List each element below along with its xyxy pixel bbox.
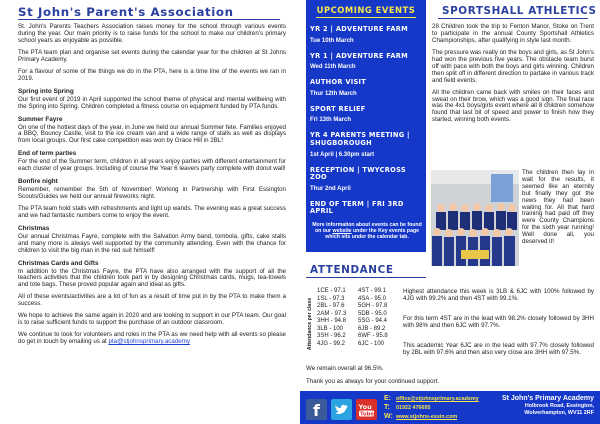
attendance-column-2 — [358, 288, 388, 348]
attendance-cell: 2AM - 97.3 — [317, 310, 347, 317]
attendance-title-text: ATTENDANCE — [310, 264, 394, 276]
sports-title-text: SPORTSHALL ATHLETICS — [442, 5, 597, 17]
parents-outro-2: We hope to achieve the same again in 2020 and are looking to support in our PTA team. Our goal is to raise sufficient funds to support the purchase of an outdoor classroom. — [18, 312, 286, 327]
attendance-cell: 6WF - 95.8 — [358, 333, 388, 339]
office-email-link[interactable]: office@stjohnsprimary.academy — [396, 396, 479, 402]
school-name: St John's Primary Academy — [501, 395, 594, 402]
event-item — [310, 26, 424, 45]
event-name: AUTHOR VISIT — [310, 78, 367, 87]
event-name: END OF TERM | FRI 3RD APRIL — [310, 199, 404, 216]
event-item — [310, 106, 424, 125]
event-item — [310, 53, 424, 72]
email-label: E: — [384, 395, 391, 402]
parents-outro-1: All of these events/activities are a lot of fun as a result of time put in by the PTA to make them a success. — [18, 293, 286, 308]
section-text-parties: For the end of the Summer term, children in all years enjoy parties with different entertainment for each cluster of year groups. Including of course the Year 6 leavers party complete with donut wall! — [18, 158, 286, 173]
attendance-weekly-text: Highest attendance this week is 3LB & 6JC with 100% followed by 4JG with 99.2% and then 4ST with 99.1%. — [403, 288, 594, 302]
sports-paragraph-1: 28 Children took the trip to Fenton Manor, Stoke on Trent to participate in the annual County Sportshall Athletics Championships, after qualifying in style last month. — [432, 23, 594, 44]
parents-article — [18, 24, 286, 351]
attendance-cell: 1SL - 97.3 — [317, 295, 345, 302]
attendance-thanks: Thank you as always for your continued support. — [306, 378, 440, 385]
section-text-bonfire-2: The PTA team hold stalls with refreshments and light up wands. The evening was a great success and we had fantastic numbers come to enjoy the event. — [18, 205, 286, 219]
attendance-cell: 3LB - 100 — [317, 325, 344, 332]
parents-title-rule — [18, 19, 280, 20]
event-date: Wed 11th March — [310, 64, 356, 71]
event-name: YR 4 PARENTS MEETING | SHUGBOROUGH — [310, 131, 410, 147]
section-heading-cards: Christmas Cards and Gifts — [18, 259, 99, 267]
contact-labels — [384, 394, 393, 421]
attendance-cell: 3HH - 94.8 — [317, 318, 347, 324]
section-heading-parties: End of term parties — [18, 150, 77, 158]
sports-paragraph-3: All the children came back with smiles on their faces and sweat on their brow, which was a good sign. The final race was the 4x1 boys/girls event where all 8 children somehow found that last bit of speed and power to finish how they started, winning both events. — [432, 88, 594, 124]
attendance-title — [310, 264, 394, 276]
event-date: Tue 10th March — [310, 37, 354, 44]
sports-results-text: The children then lay in wait for the results, it seemed like an eternity but finally they got the news they had been waiting for. All that hard training had paid off they were County Champions for the sixth year running! Well done all, you deserved it! — [522, 169, 594, 246]
youtube-icon[interactable] — [356, 399, 377, 420]
school-website-link[interactable]: www.stjohns-essin.com — [396, 414, 458, 420]
attendance-cell: 3SH - 96.2 — [317, 333, 346, 339]
section-text-summer: On one of the hottest days of the year, in June we held our annual Summer fete. Families enjoyed a BBQ, Bouncy Castle, visit to the ice cream van and a wide range of stalls as well as displays from local groups. Our first cake competition was won by Grace Hill in 2BL! — [18, 123, 286, 145]
tel-label: T: — [384, 404, 390, 411]
event-date: 1st April | 6.30pm start — [310, 151, 375, 158]
event-name: RECEPTION | TWYCROSS ZOO — [310, 165, 406, 182]
pta-email-link[interactable]: pta@stjohnsprimary.academy — [108, 338, 190, 346]
attendance-title-rule — [306, 277, 426, 278]
team-photo-graphic — [431, 170, 519, 266]
address-line-1: Holbrook Road, Essington, — [524, 403, 594, 409]
twitter-icon[interactable] — [331, 399, 352, 420]
attendance-cell: 2BL - 97.6 — [317, 303, 345, 309]
upcoming-events-panel — [306, 0, 426, 252]
event-date: Thur 2nd April — [310, 185, 351, 192]
event-date: Thur 12th March — [310, 90, 357, 97]
section-text-christmas: Our annual Christmas Fayre, complete with the Salvation Army band, tombola, gifts, cake stalls and many more is always well supported by the community attending. Even with the chance for children to visit the big man in the red suit himself! — [18, 232, 286, 254]
events-title: UPCOMING EVENTS — [316, 5, 416, 15]
event-date: Fri 13th March — [310, 117, 352, 124]
parents-contact-text: We continue to look for volunteers and roles in the PTA as we need help with all events so please do get in touch by emailing us at — [18, 331, 286, 346]
event-item — [310, 132, 424, 158]
sports-title-rule — [438, 18, 588, 19]
events-info — [310, 222, 424, 240]
attendance-cell: 4ST - 99.1 — [358, 288, 386, 294]
facebook-icon[interactable] — [306, 399, 327, 420]
sports-article — [432, 24, 594, 129]
team-photo — [431, 170, 519, 266]
section-text-spring: Our first event of 2019 in April supported the school theme of physical and mental wellbeing with the Spring into Spring. Children completed a fitness course on equipment funded by PTA funds. — [18, 95, 286, 110]
events-info-post: under the Key events page which sits under the calendar tab. — [325, 228, 420, 240]
svg-text:Tube: Tube — [360, 411, 374, 418]
events-list — [310, 26, 424, 216]
section-text-bonfire: Remember, remember the 5th of November! Working in Partnership with First Essington Scouts/Guides we held our annual fireworks night. — [18, 186, 286, 200]
attendance-cell: 6JB - 89.2 — [358, 325, 386, 332]
attendance-cell: 4SA - 95.0 — [358, 295, 387, 302]
svg-text:You: You — [358, 403, 372, 411]
telephone-number: 01922 476695 — [396, 405, 431, 411]
attendance-cell: 1CE - 97.1 — [317, 288, 346, 294]
attendance-cell: 5GH - 97.8 — [358, 303, 388, 309]
parents-contact — [18, 332, 286, 346]
contact-values — [396, 395, 479, 422]
section-heading-summer: Summer Fayre — [18, 115, 63, 123]
attendance-vertical-text: Attendance per class — [307, 297, 313, 351]
attendance-cell: 5SG - 94.4 — [358, 318, 388, 324]
attendance-cell: 4JG - 99.2 — [317, 340, 346, 347]
svg-text:f: f — [313, 401, 320, 420]
parents-intro-2: The PTA team plan and organise set events during the calendar year for the children at St Johns Primary Academy. — [18, 48, 286, 63]
parents-intro-3: For a flavour of some of the things we do in the PTA, here is a time line of the events we ran in 2019. — [18, 67, 286, 82]
section-heading-spring: Spring into Spring — [18, 87, 74, 95]
section-text-cards: In addition to the Christmas Fayre, the PTA have also arranged with the support of all the teachers activities that the children took part in by designing Christmas cards, mugs, tea-towels and tote bags. These proved popular again and ideal as gifts. — [18, 267, 286, 289]
web-label: W: — [384, 413, 393, 420]
parents-title: St John's Parent's Association — [18, 5, 234, 19]
event-item — [310, 79, 424, 98]
attendance-cell: 6JC - 100 — [358, 340, 385, 347]
attendance-cell: 5DB - 95.0 — [358, 310, 387, 317]
section-heading-bonfire: Bonfire night — [18, 178, 58, 186]
event-item — [310, 167, 424, 193]
attendance-vertical-label — [305, 288, 315, 360]
attendance-overall: We remain overall at 96.5%. — [306, 365, 384, 372]
address-line-2: Wolverhampton, WV11 2RF — [524, 410, 594, 416]
parents-intro-1: St. John's Parents Teachers Association raises money for the school through various events during the year. Our main priority is to raise funds for the school to make our children's primary school years as enjoyable as possible. — [18, 23, 286, 44]
event-name: SPORT RELIEF — [310, 104, 366, 113]
contact-footer — [300, 391, 600, 424]
sports-title — [442, 5, 597, 17]
website-link[interactable]: website — [332, 228, 352, 234]
event-name: YR 2 | ADVENTURE FARM — [310, 25, 408, 33]
event-item — [310, 201, 424, 216]
section-heading-christmas: Christmas — [18, 225, 50, 232]
school-address — [502, 395, 594, 417]
attendance-term-text: For this term 4ST are in the lead with 98.2% closely followed by 3HH with 98% and then 6JC with 97.7%. — [403, 315, 594, 329]
attendance-column-1 — [317, 288, 346, 348]
event-name: YR 1 | ADVENTURE FARM — [310, 51, 408, 60]
sports-paragraph-2: The pressure was really on the boys and girls, as St John's had won the previous five years. The obstacle team burst off with pace with both the boys and girls winning. Children then split off in different direction to partake in various track and field events. — [432, 48, 594, 84]
events-info-pre: More information about events can be found on our — [312, 222, 422, 234]
events-title-rule — [316, 17, 416, 18]
attendance-year-paragraph: This academic Year 6JC are in the lead with 97.7% closely followed by 2BL with 97.6% and then also very close are 3HH with 97.5%. — [403, 342, 594, 356]
